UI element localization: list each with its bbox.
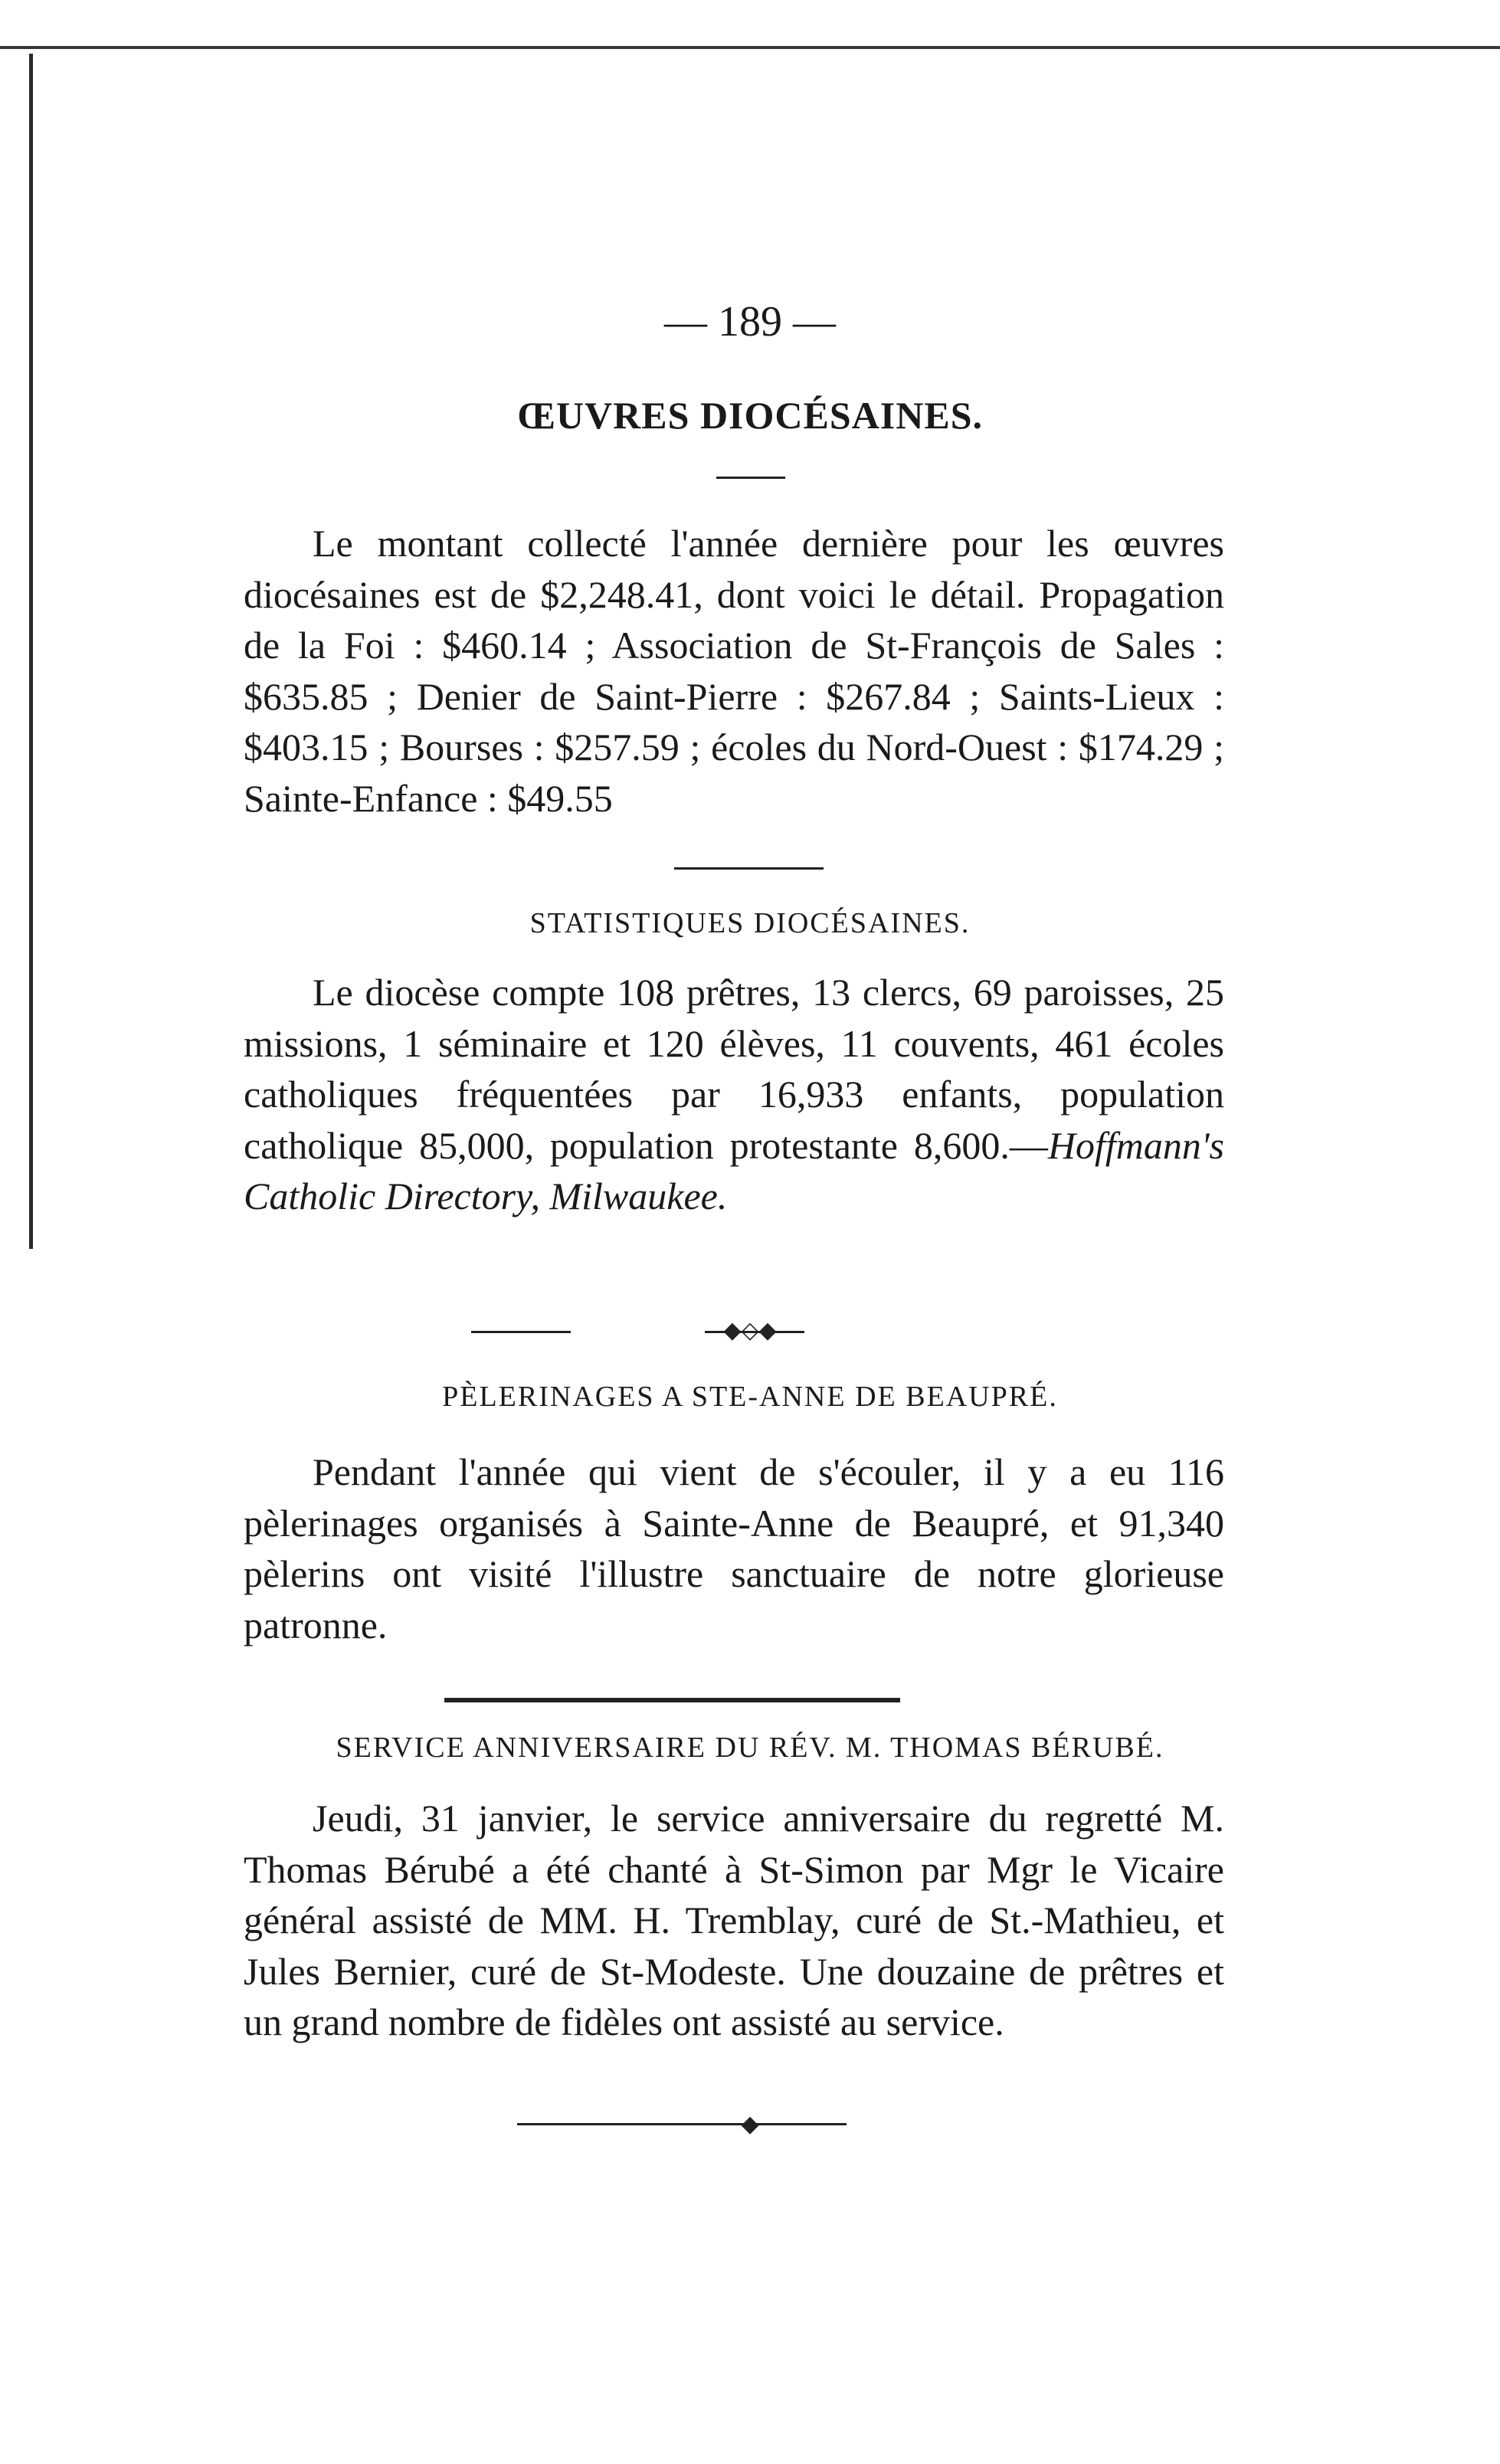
page-margin-rule — [29, 54, 33, 1249]
statistiques-text: Le diocèse compte 108 prêtres, 13 clercs, 69 paroisses, 25 missions, 1 séminaire et 120 élèves, 11 couvents, 461 écoles catholiques fréquentées par 16,933 enfants, population catholique 85,000, population protestante 8,600.— — [244, 971, 1224, 1167]
section-statistiques-body — [244, 967, 1224, 1222]
short-divider — [716, 477, 785, 479]
section-title-service: SERVICE ANNIVERSAIRE DU RÉV. M. THOMAS BÉRUBÉ. — [336, 1732, 1164, 1764]
ornament-divider-icon: ◆◇◆ — [723, 1318, 777, 1343]
page-edge-rule — [0, 46, 1500, 49]
section-divider-thick — [444, 1698, 900, 1702]
section-title-statistiques: STATISTIQUES DIOCÉSAINES. — [529, 907, 971, 939]
section-title-pelerinages: PÈLERINAGES A STE-ANNE DE BEAUPRÉ. — [442, 1381, 1058, 1413]
statistiques-paragraph — [244, 967, 1224, 1222]
section-oeuvres-body — [244, 518, 1224, 824]
section-pelerinages-body — [244, 1447, 1224, 1650]
pelerinages-paragraph: Pendant l'année qui vient de s'écouler, il y a eu 116 pèlerinages organisés à Sainte-Anne de Beaupré, et 91,340 pèlerins ont visité l'illustre sanctuaire de notre glorieuse patronne. — [244, 1450, 1224, 1646]
section-divider — [674, 867, 824, 870]
statistiques-citation: Hoffmann's Catholic Directory, Milwaukee. — [244, 1123, 1224, 1217]
page-number: — 189 — — [664, 298, 836, 346]
service-paragraph: Jeudi, 31 janvier, le service anniversaire du regretté M. Thomas Bérubé a été chanté à St-Simon par Mgr le Vicaire général assisté de MM. H. Tremblay, curé de St.-Mathieu, et Jules Bernier, curé de St-Modeste. Une douzaine de prêtres et un grand nombre de fidèles ont assisté au service. — [244, 1797, 1224, 2043]
oeuvres-paragraph: Le montant collecté l'année dernière pour les œuvres diocésaines est de $2,248.41, dont voici le détail. Propagation de la Foi : $460.14 ; Association de St-François de Sales : $635.85 ; Denier de Saint-Pierre : $267.84 ; Saints-Lieux : $403.15 ; Bourses : $257.59 ; écoles du Nord-Ouest : $174.29 ; Sainte-Enfance : $49.55 — [244, 522, 1224, 820]
section-service-body — [244, 1793, 1224, 2048]
end-ornament-icon: ◆ — [741, 2112, 759, 2137]
section-title-oeuvres: ŒUVRES DIOCÉSAINES. — [516, 394, 984, 437]
